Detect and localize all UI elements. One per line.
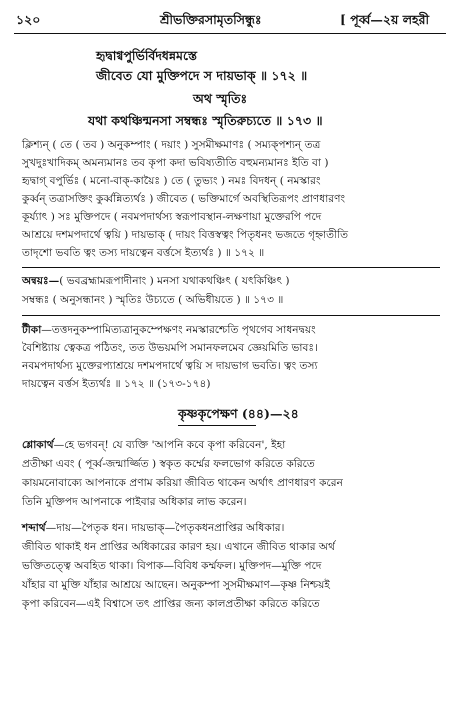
shlokartha-line: কায়মনোবাক্যে আপনাকে প্রণাম করিয়া জীবিত থাকেন অর্থাৎ প্রাণধারণ করেন [22,477,343,489]
verse-172-line-1: হৃদ্বাগ্বপুর্ভির্বিদধন্নমস্তে [96,48,198,63]
shabdartha-line: ভক্তিতত্ত্বে অবহিত থাকা। বিপাক—বিবিধ কর্ম্মফল। মুক্তিপদ—মুক্তি পদে [22,560,322,572]
shabdartha-line-1: শব্দার্থ—দায়—পৈতৃক ধন। দায়ভাক্—পৈতৃকধনপ্রাপ্তির অধিকার। [22,522,285,534]
shlokartha-line: তিনি মুক্তিপদ আপনাকে পাইবার অধিকার লাভ করেন। [22,496,247,508]
title-underline [178,425,256,426]
header-rule [14,33,446,34]
verse-173: যথা কথঞ্চিন্মনসা সম্বন্ধঃ স্মৃতিরুচ্যতে ॥ ১৭৩ ॥ [88,113,323,128]
anvaya-line-1: অন্বয়ঃ—( ভবব্রহ্মামরূপাদীনাং ) মনসা যথাকথঞ্চিৎ ( যৎকিঞ্চিৎ ) [22,275,290,287]
tika-line-1: টীকা—তত্তদনুকম্পামিত্যত্রানুকম্পেক্ষণং নমস্কারশ্চেতি পৃথগেব সাধনদ্বয়ং [22,324,316,336]
tika-line: নবমপদার্থস্য মুক্তেরপ্যাশ্রয়ে দশমপদার্থে ত্বয়ি স দায়ভাগ ভবতি। ত্বং তস্য [22,360,318,372]
shlokartha-line: প্রতীক্ষা এবং ( পূর্ব্ব-জন্মার্জ্জিত ) স্বকৃত কর্ম্মের ফলভোগ করিতে করিতে [22,458,315,470]
commentary-line: হৃদ্বাগ্ বপুর্ভিঃ ( মনো-বাক্-কায়ৈঃ ) তে ( তুভ্যং ) নমঃ বিদধন্ ( নমস্কারং [22,175,321,187]
smriti-heading: অথ স্মৃতিঃ [193,91,248,106]
shabdartha-line: কৃপা করিবেন—এই বিশ্বাসে তৎ প্রাপ্তির জন্য কালপ্রতীক্ষা করিতে করিতে [22,598,320,610]
section-label: [ পূর্ব্ব—২য় লহরী [340,12,430,27]
commentary-line: আশ্রয়ে দশমপদার্থে ত্বয়ি ) দায়ভাক্ ( দায়ং বিত্তস্বত্বং পিতৃধনং ভজতে গৃহ্নাতীতি [22,229,349,241]
tika-line: বৈশিষ্ট্যায় ত্বেকত্র পঠিতং, তত উভয়মপি সমানফলমেব জ্ঞেয়মিতি ভাবঃ। [22,342,318,354]
running-title: শ্রীভক্তিরসামৃতসিন্ধুঃ [160,12,262,27]
shabdartha-label: শব্দার্থ [22,522,46,534]
tika-line: দায়ত্বেন বর্ত্তস ইত্যর্থঃ ॥ ১৭২ ॥ (১৭৩-১৭৪) [22,378,211,390]
commentary-line: কূর্য্যাৎ ) সঃ মুক্তিপদে ( নবমপদার্থস্য স্বরূপাবস্থান-লক্ষণায়া মুক্তেরপি পদে [22,211,322,223]
commentary-line: কুর্ব্বন্ তত্রাসক্তিং কুর্ব্বন্নিত্যর্থঃ ) জীবেত ( ভক্তিমার্গে অবস্থিতিরূপং প্রাণধারণং [22,193,346,205]
verse-172-line-2: জীবেত যো মুক্তিপদে স দায়ভাক্ ॥ ১৭২ ॥ [96,68,308,83]
anvaya-line-2: সম্বন্ধঃ ( অনুসন্ধানং ) স্মৃতিঃ উচ্যতে ( অভিধীয়তে ) ॥ ১৭৩ ॥ [22,294,284,306]
shabdartha-line: যাঁহার বা মুক্তি যাঁহার আশ্রয়ে আছেন। অনুকম্পা সুসমীক্ষমাণ—কৃষ্ণ নিশ্চয়ই [22,579,330,591]
shlokartha-line-1: শ্লোকার্থ—হে ভগবন্! যে ব্যক্তি 'আপনি কবে কৃপা করিবেন', ইহা [22,439,286,451]
commentary-line: ক্লিশ্যন্ ( তে ( তব ) অনুকম্পাং ( দয়াং ) সুসমীক্ষমাণঃ ( সম্যক্পশ্যন্ তত্র [22,139,321,151]
commentary-line: তাদৃশো ভবতি ত্বং তস্য দায়ত্বেন বর্ত্তসে ইত্যর্থঃ ) ॥ ১৭২ ॥ [22,247,265,259]
anvaya-label: অন্বয়ঃ— [22,275,60,287]
section-divider [22,315,440,316]
commentary-line: সুখদুঃখাদিকম্ অমন্যমানঃ তব কৃপা কদা ভবিষ্যতীতি বহুমন্যমানঃ ইতি বা ) [22,157,329,169]
page-number: ১২০ [16,12,41,27]
section-divider [22,267,440,268]
commentary-title: কৃষ্ণকৃপেক্ষণ (৪৪)—২৪ [178,406,299,421]
shlokartha-label: শ্লোকার্থ [22,439,54,451]
tika-label: টীকা [22,324,42,336]
shabdartha-line: জীবিত থাকাই ধন প্রাপ্তির অধিকারের কারণ হয়। এখানে জীবিত থাকার অর্থ [22,541,335,553]
